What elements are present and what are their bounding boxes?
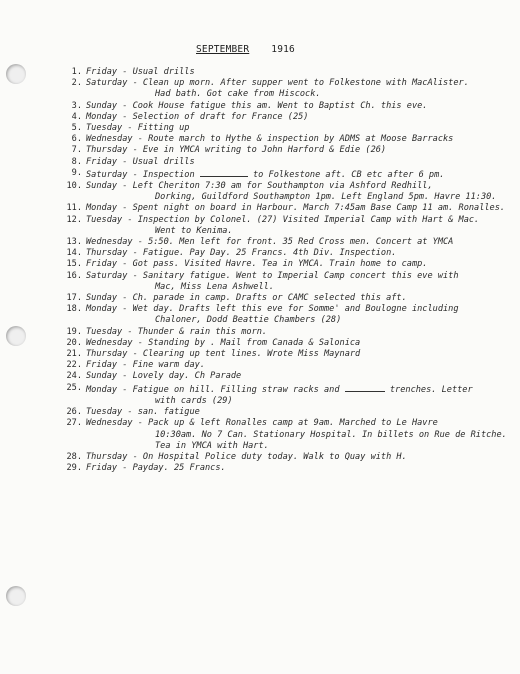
entry-continuation-line: Mac, Miss Lena Ashwell. — [155, 281, 274, 292]
entry-text — [86, 360, 516, 371]
entry-number: 10. — [66, 181, 82, 192]
diary-entry — [62, 463, 516, 474]
entry-number: 9. — [71, 167, 82, 178]
entry-number: 17. — [66, 293, 82, 304]
entry-text — [86, 349, 516, 360]
entry-line: Thursday - Eve in YMCA writing to John Harford & Edie (26) — [86, 145, 387, 156]
entry-line: Thursday - Fatigue. Pay Day. 25 Francs. 4th Div. Inspection. — [86, 248, 397, 259]
entry-number: 4. — [71, 111, 82, 122]
entry-number: 6. — [71, 134, 82, 145]
entry-number: 11. — [66, 203, 82, 214]
diary-entry — [62, 168, 516, 181]
entry-line: Monday - Wet day. Drafts left this eve for Somme' and Boulogne including — [86, 304, 459, 315]
entry-continuation-line: with cards (29) — [155, 395, 233, 406]
entry-line: Saturday - Sanitary fatigue. Went to Imperial Camp concert this eve with — [86, 270, 459, 281]
entry-text — [86, 237, 516, 248]
entry-number: 20. — [66, 337, 82, 348]
entry-line: Sunday - Lovely day. Ch Parade — [86, 371, 242, 382]
diary-entry — [62, 101, 516, 112]
entry-continuation-line: 10:30am. No 7 Can. Stationary Hospital. In billets on Rue de Ritche. — [155, 429, 507, 440]
entry-text — [86, 271, 516, 293]
entry-number: 8. — [71, 156, 82, 167]
entry-number: 5. — [71, 123, 82, 134]
entry-line: Sunday - Cook House fatigue this am. Went to Baptist Ch. this eve. — [86, 100, 428, 111]
entry-number: 3. — [71, 100, 82, 111]
diary-entry — [62, 248, 516, 259]
entry-text — [86, 101, 516, 112]
entry-text — [86, 67, 516, 78]
entry-line: Wednesday - Route march to Hythe & inspection by ADMS at Moose Barracks — [86, 134, 454, 145]
entry-text — [86, 371, 516, 382]
entry-line: Friday - Usual drills — [86, 67, 195, 77]
diary-entry — [62, 78, 516, 100]
entry-number: 1. — [71, 67, 82, 77]
entry-text-after-blank: trenches. Letter — [384, 384, 473, 395]
illegible-blank — [345, 383, 385, 392]
punch-hole-top — [6, 64, 26, 84]
entry-text — [86, 123, 516, 134]
entry-line: Sunday - Ch. parade in camp. Drafts or CAMC selected this aft. — [86, 293, 407, 304]
entry-text — [86, 78, 516, 100]
diary-entry — [62, 157, 516, 168]
heading-month: SEPTEMBER — [196, 44, 250, 55]
entry-text — [86, 248, 516, 259]
entry-number: 22. — [66, 360, 82, 371]
entry-line: Thursday - On Hospital Police duty today. Walk to Quay with H. — [86, 451, 407, 462]
entry-number: 18. — [66, 304, 82, 315]
entry-number: 24. — [66, 371, 82, 382]
entry-continuation-line: Had bath. Got cake from Hiscock. — [155, 89, 321, 100]
diary-entry — [62, 327, 516, 338]
diary-entry — [62, 293, 516, 304]
entry-number: 28. — [66, 451, 82, 462]
entry-text — [86, 203, 516, 214]
diary-entry — [62, 338, 516, 349]
diary-entry — [62, 123, 516, 134]
entry-number: 25. — [66, 382, 82, 393]
entry-text — [86, 418, 516, 452]
diary-entry — [62, 383, 516, 407]
entry-text — [86, 383, 516, 407]
diary-entry — [62, 203, 516, 214]
entry-continuation-line: Chaloner, Dodd Beattie Chambers (28) — [155, 315, 342, 326]
entry-text — [86, 259, 516, 270]
entry-number: 15. — [66, 259, 82, 270]
entry-line: Wednesday - 5:50. Men left for front. 35 Red Cross men. Concert at YMCA — [86, 237, 454, 248]
entry-continuation-line: Tea in YMCA with Hart. — [155, 440, 269, 451]
diary-entry — [62, 407, 516, 418]
diary-entry — [62, 452, 516, 463]
entry-text — [86, 407, 516, 418]
entry-text — [86, 168, 516, 181]
entry-number: 21. — [66, 349, 82, 360]
diary-entry — [62, 371, 516, 382]
entry-text — [86, 293, 516, 304]
diary-entry — [62, 215, 516, 237]
entry-text — [86, 181, 516, 203]
entry-line: Wednesday - Pack up & left Ronalles camp at 9am. Marched to Le Havre — [86, 418, 438, 429]
entry-text — [86, 304, 516, 326]
entry-number: 19. — [66, 326, 82, 337]
entry-line: Tuesday - san. fatigue — [86, 407, 200, 418]
diary-entry — [62, 237, 516, 248]
entry-continuation-line: Dorking, Guildford Southampton 1pm. Left England 5pm. Havre 11:30. — [155, 192, 497, 203]
entry-line: Friday - Payday. 25 Francs. — [86, 463, 226, 474]
entry-continuation-line: Went to Kenima. — [155, 225, 233, 236]
entry-text — [86, 463, 516, 474]
punch-hole-bottom — [6, 586, 26, 606]
entry-line — [86, 170, 444, 180]
diary-entry — [62, 360, 516, 371]
diary-entry — [62, 112, 516, 123]
diary-entry — [62, 259, 516, 270]
entry-line: Wednesday - Standing by . Mail from Canada & Salonica — [86, 337, 361, 348]
entry-line: Saturday - Clean up morn. After supper went to Folkestone with MacAlister. — [86, 78, 469, 89]
entry-text — [86, 215, 516, 237]
entry-number: 26. — [66, 407, 82, 418]
page-heading — [196, 44, 295, 55]
diary-entries — [62, 67, 516, 474]
entry-line: Friday - Usual drills — [86, 156, 195, 167]
entry-number: 13. — [66, 237, 82, 248]
diary-entry — [62, 304, 516, 326]
diary-entry — [62, 181, 516, 203]
illegible-blank — [200, 168, 248, 177]
entry-text-before-blank: Monday - Fatigue on hill. Filling straw racks and — [86, 384, 345, 395]
entry-number: 12. — [66, 214, 82, 225]
entry-text — [86, 338, 516, 349]
diary-entry — [62, 418, 516, 452]
entry-text-after-blank: to Folkestone aft. CB etc after 6 pm. — [247, 169, 445, 180]
entry-number: 2. — [71, 78, 82, 89]
entry-line: Tuesday - Thunder & rain this morn. — [86, 326, 268, 337]
entry-line: Tuesday - Fitting up — [86, 123, 190, 134]
entry-number: 14. — [66, 248, 82, 259]
entry-line: Thursday - Clearing up tent lines. Wrote Miss Maynard — [86, 349, 361, 360]
entry-number: 29. — [66, 463, 82, 474]
entry-text — [86, 157, 516, 168]
entry-text — [86, 145, 516, 156]
entry-text — [86, 134, 516, 145]
entry-line: Sunday - Left Cheriton 7:30 am for Southampton via Ashford Redhill, — [86, 181, 433, 192]
entry-line: Friday - Got pass. Visited Havre. Tea in YMCA. Train home to camp. — [86, 259, 428, 270]
entry-line: Tuesday - Inspection by Colonel. (27) Visited Imperial Camp with Hart & Mac. — [86, 214, 480, 225]
entry-number: 27. — [66, 418, 82, 429]
entry-number: 7. — [71, 145, 82, 156]
entry-line: Monday - Selection of draft for France (25) — [86, 111, 309, 122]
entry-line: Monday - Spent night on board in Harbour. March 7:45am Base Camp 11 am. Ronalles. — [86, 203, 506, 214]
heading-year: 1916 — [271, 44, 295, 55]
entry-line: Friday - Fine warm day. — [86, 360, 205, 371]
entry-text — [86, 327, 516, 338]
entry-number: 16. — [66, 270, 82, 281]
entry-text-before-blank: Saturday - Inspection — [86, 169, 200, 180]
entry-text — [86, 452, 516, 463]
punch-hole-middle — [6, 326, 26, 346]
diary-entry — [62, 349, 516, 360]
diary-entry — [62, 67, 516, 78]
entry-line — [86, 385, 473, 395]
diary-entry — [62, 134, 516, 145]
entry-text — [86, 112, 516, 123]
diary-entry — [62, 145, 516, 156]
diary-entry — [62, 271, 516, 293]
